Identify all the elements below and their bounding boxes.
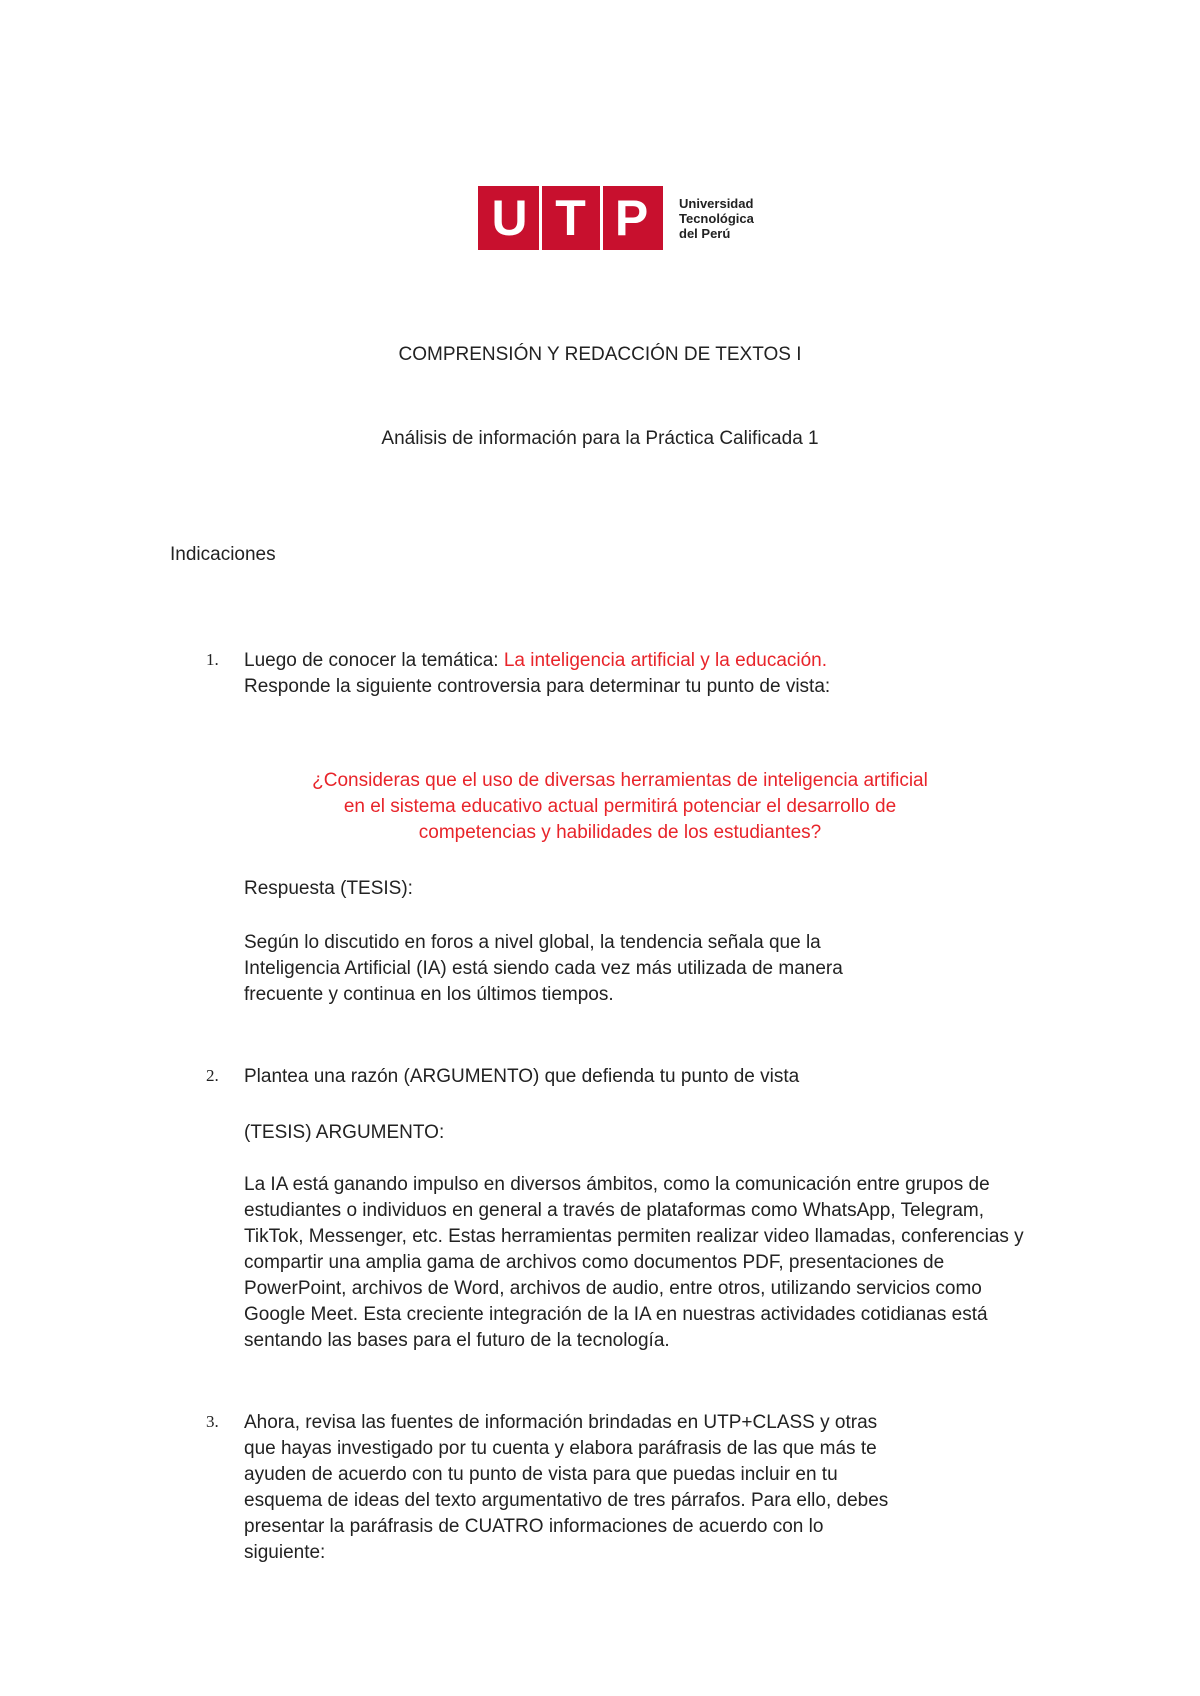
logo-line-1: Universidad [679, 195, 754, 211]
question-line-3: competencias y habilidades de los estudiantes? [418, 822, 822, 843]
topic-highlight: La inteligencia artificial y la educación. [503, 650, 828, 671]
item1-lead: Luego de conocer la temática: [244, 650, 504, 671]
question-line-1: ¿Consideras que el uso de diversas herramientas de inteligencia artificial [312, 770, 928, 791]
respuesta-label: Respuesta (TESIS): [244, 878, 413, 899]
list-item-text: Plantea una razón (ARGUMENTO) que defienda tu punto de vista [244, 1066, 800, 1087]
utp-logo [478, 186, 754, 250]
list-number: 2. [206, 1066, 219, 1085]
argumento-line-3: TikTok, Messenger, etc. Estas herramientas permiten realizar video llamadas, conferencias y [244, 1226, 1024, 1247]
item3-line-5: presentar la paráfrasis de CUATRO informaciones de acuerdo con lo [244, 1516, 824, 1537]
argumento-line-6: Google Meet. Esta creciente integración de la IA en nuestras actividades cotidianas está [244, 1304, 988, 1325]
item3-line-6: siguiente: [244, 1542, 326, 1563]
item1-line-2: Responde la siguiente controversia para determinar tu punto de vista: [244, 676, 831, 697]
question-line-2: en el sistema educativo actual permitirá potenciar el desarrollo de [343, 796, 897, 817]
argumento-line-7: sentando las bases para el futuro de la tecnología. [244, 1330, 670, 1351]
logo-divider [600, 186, 603, 250]
tesis-line-1: Según lo discutido en foros a nivel global, la tendencia señala que la [244, 932, 821, 953]
item3-line-1: Ahora, revisa las fuentes de información brindadas en UTP+CLASS y otras [244, 1412, 878, 1433]
document-subtitle: Análisis de información para la Práctica Calificada 1 [381, 428, 819, 449]
logo-letter-u: U [491, 190, 528, 246]
logo-letter-t: T [555, 190, 586, 246]
argumento-line-2: estudiantes o individuos en general a través de plataformas como WhatsApp, Telegram, [244, 1200, 985, 1221]
list-item-text [244, 1410, 1194, 1566]
argumento-line-5: PowerPoint, archivos de Word, archivos de audio, entre otros, utilizando servicios como [244, 1278, 982, 1299]
argumento-text [244, 1172, 1024, 1354]
logo-line-3: del Perú [679, 225, 731, 241]
logo-divider [539, 186, 542, 250]
list-number: 3. [206, 1412, 219, 1431]
item3-line-3: ayuden de acuerdo con tu punto de vista para que puedas incluir en tu [244, 1464, 838, 1485]
item3-line-4: esquema de ideas del texto argumentativo de tres párrafos. Para ello, debes [244, 1490, 889, 1511]
tesis-answer [244, 930, 843, 1008]
argumento-line-4: compartir una amplia gama de archivos como documentos PDF, presentaciones de [244, 1252, 945, 1273]
argumento-label: (TESIS) ARGUMENTO: [244, 1122, 445, 1143]
list-item-text [244, 648, 1194, 700]
logo-line-2: Tecnológica [679, 210, 754, 226]
document-title: COMPRENSIÓN Y REDACCIÓN DE TEXTOS I [398, 344, 802, 365]
tesis-line-2: Inteligencia Artificial (IA) está siendo cada vez más utilizada de manera [244, 958, 843, 979]
logo-letter-p: P [614, 190, 649, 246]
controversy-question [200, 768, 1040, 846]
item3-line-2: que hayas investigado por tu cuenta y elabora paráfrasis de las que más te [244, 1438, 877, 1459]
logo-wordmark [679, 196, 754, 241]
argumento-line-1: La IA está ganando impulso en diversos ámbitos, como la comunicación entre grupos de [244, 1174, 990, 1195]
tesis-line-3: frecuente y continua en los últimos tiempos. [244, 984, 614, 1005]
logo-mark [478, 186, 663, 250]
section-heading-indicaciones: Indicaciones [170, 544, 276, 565]
list-number: 1. [206, 650, 219, 669]
